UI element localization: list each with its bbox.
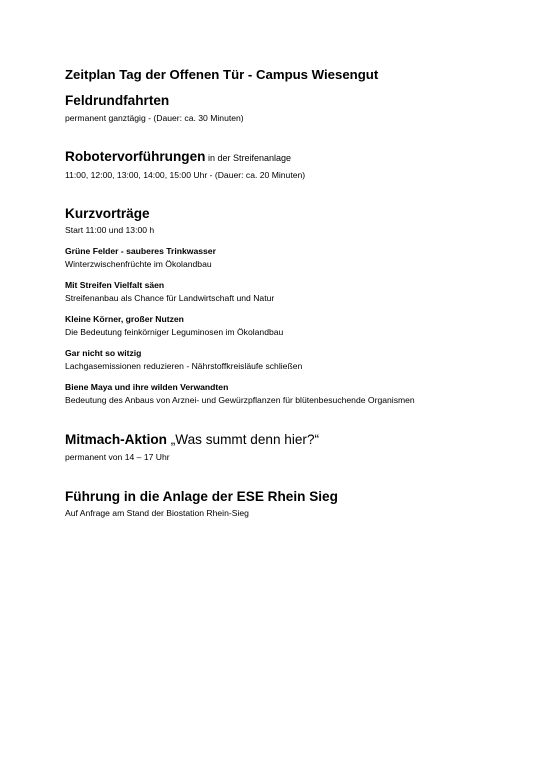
mitmach-schedule: permanent von 14 – 17 Uhr	[65, 452, 170, 462]
section-title-feldrundfahrten	[65, 92, 505, 110]
feldrundfahrten-schedule: permanent ganztägig - (Dauer: ca. 30 Minuten)	[65, 113, 244, 123]
talk-title: Gar nicht so witzig	[65, 348, 142, 358]
roboter-schedule: 11:00, 12:00, 13:00, 14:00, 15:00 Uhr - (Dauer: ca. 20 Minuten)	[65, 170, 306, 180]
talk-description: Lachgasemissionen reduzieren - Nährstoffkreisläufe schließen	[65, 361, 303, 371]
section-title-roboter-text: Robotervorführungen	[65, 149, 206, 164]
section-fuehrung	[65, 488, 505, 519]
section-title-feldrundfahrten-text: Feldrundfahrten	[65, 93, 170, 108]
talk-title: Mit Streifen Vielfalt säen	[65, 280, 165, 290]
talk-title: Grüne Felder - sauberes Trinkwasser	[65, 246, 216, 256]
talk-description: Winterzwischenfrüchte im Ökolandbau	[65, 259, 212, 269]
kurzvortraege-start: Start 11:00 und 13:00 h	[65, 225, 155, 235]
document-title: Zeitplan Tag der Offenen Tür - Campus Wiesengut	[65, 67, 379, 82]
talk-title: Biene Maya und ihre wilden Verwandten	[65, 382, 229, 392]
section-mitmach	[65, 431, 505, 463]
talk-description: Streifenanbau als Chance für Landwirtschaft und Natur	[65, 293, 275, 303]
section-title-kurzvortraege: Kurzvorträge	[65, 206, 150, 221]
section-title-mitmach	[65, 431, 505, 449]
talk-item	[65, 279, 505, 304]
talk-item	[65, 381, 505, 406]
talk-title: Kleine Körner, großer Nutzen	[65, 314, 184, 324]
section-title-roboter-suffix: in der Streifenanlage	[205, 153, 292, 163]
talk-item	[65, 313, 505, 338]
document-page	[65, 66, 505, 519]
fuehrung-info: Auf Anfrage am Stand der Biostation Rhein-Sieg	[65, 508, 249, 518]
section-kurzvortraege	[65, 205, 505, 406]
talk-description: Die Bedeutung feinkörniger Leguminosen im Ökolandbau	[65, 327, 284, 337]
talk-item	[65, 245, 505, 270]
section-title-fuehrung: Führung in die Anlage der ESE Rhein Sieg	[65, 489, 338, 504]
section-title-mitmach-suffix: „Was summt denn hier?“	[166, 432, 320, 447]
section-title-mitmach-text: Mitmach-Aktion	[65, 432, 167, 447]
talk-description: Bedeutung des Anbaus von Arznei- und Gewürzpflanzen für blütenbesuchende Organismen	[65, 395, 415, 405]
section-title-roboter	[65, 148, 505, 167]
section-feldrundfahrten	[65, 92, 505, 124]
section-roboter	[65, 148, 505, 181]
talk-item	[65, 347, 505, 372]
